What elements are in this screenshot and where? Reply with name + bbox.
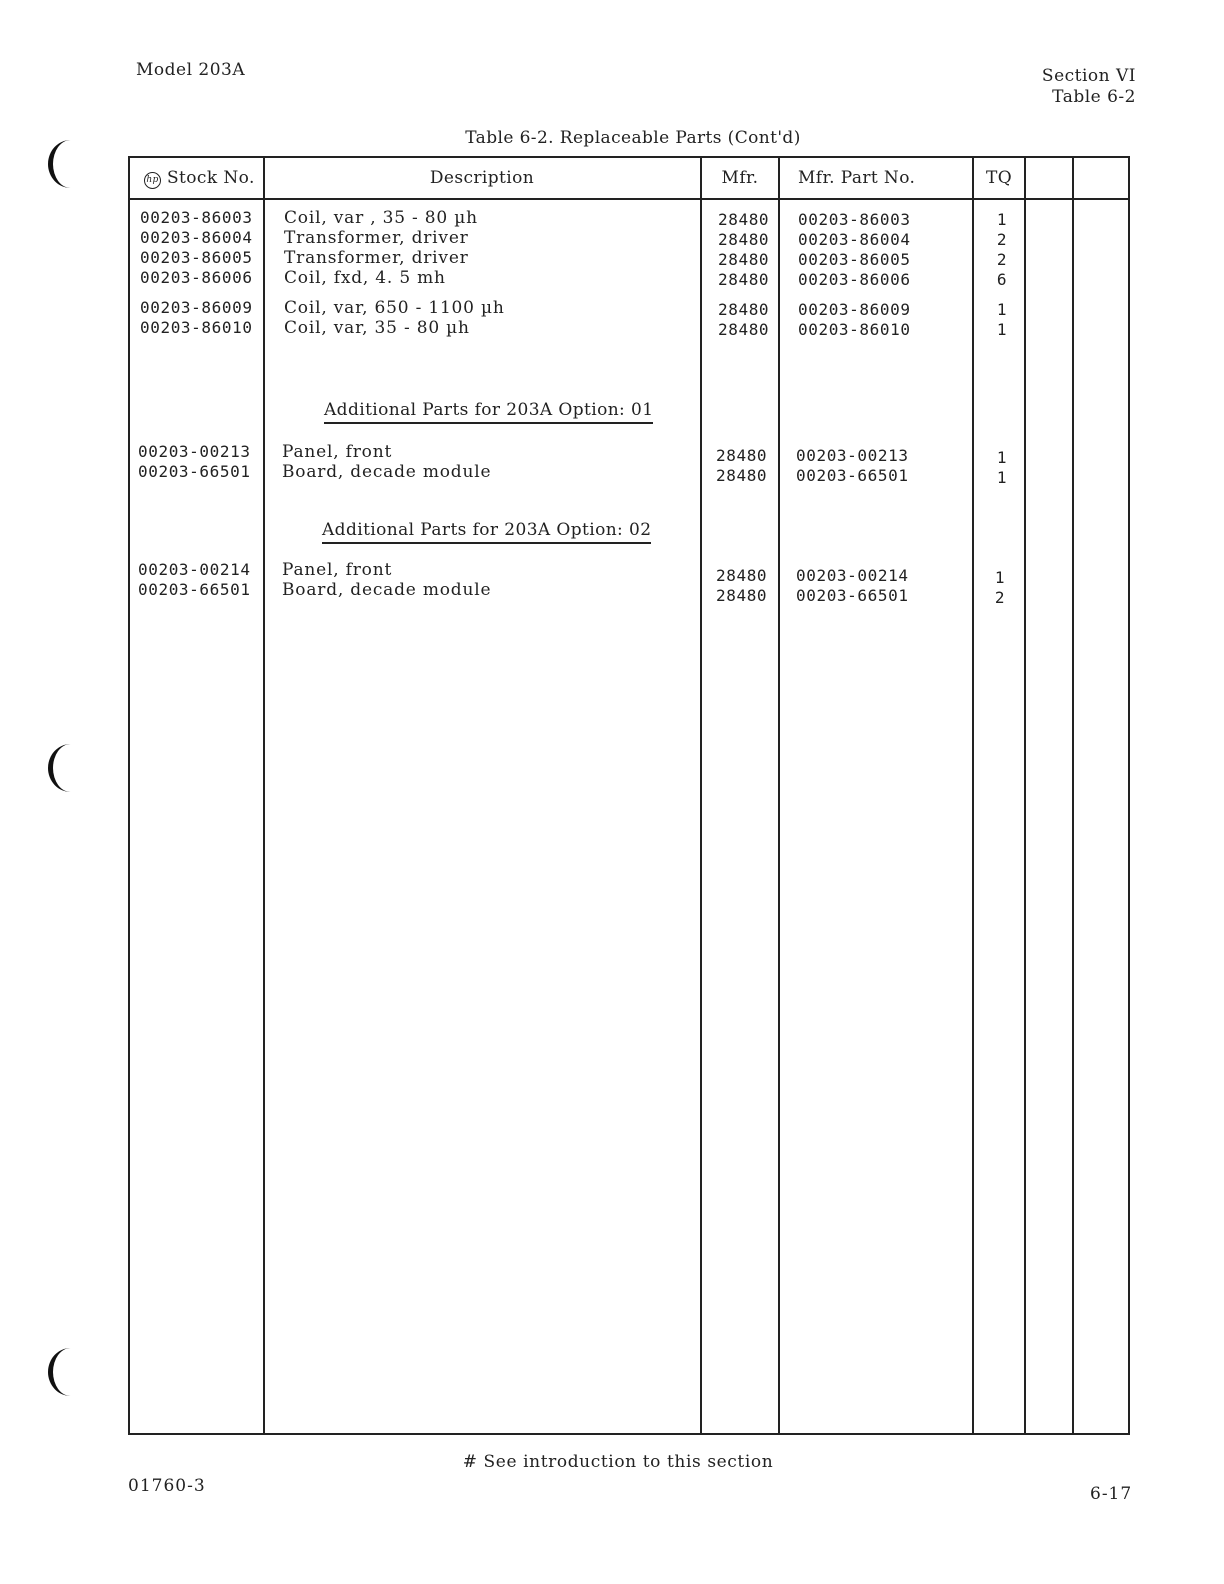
description: Board, decade module bbox=[282, 462, 492, 482]
tq-value: 1 bbox=[994, 568, 1006, 587]
tq-value: 1 bbox=[996, 300, 1008, 319]
mfr-code: 28480 bbox=[718, 300, 770, 319]
option-02-subheading: Additional Parts for 203A Option: 02 bbox=[322, 520, 651, 544]
stock-number: 00203-86005 bbox=[140, 248, 253, 267]
mfr-code: 28480 bbox=[718, 250, 770, 269]
stock-number: 00203-86006 bbox=[140, 268, 253, 287]
tq-value: 2 bbox=[994, 588, 1006, 607]
mfr-cell bbox=[718, 210, 769, 290]
binder-hole-icon bbox=[48, 140, 93, 188]
table-title: Table 6-2. Replaceable Parts (Cont'd) bbox=[465, 128, 801, 148]
model-label: Model 203A bbox=[136, 60, 246, 80]
mfr-part-number: 00203-00214 bbox=[796, 566, 909, 585]
mfr-code: 28480 bbox=[716, 446, 768, 465]
tq-cell bbox=[992, 300, 1012, 340]
mfr-part-number: 00203-86004 bbox=[798, 230, 911, 249]
description: Coil, fxd, 4. 5 mh bbox=[284, 268, 446, 288]
option-01-subheading: Additional Parts for 203A Option: 01 bbox=[324, 400, 653, 424]
stock-number-cell bbox=[140, 208, 253, 288]
mfr-part-number: 00203-86009 bbox=[798, 300, 911, 319]
column-divider bbox=[263, 158, 265, 1433]
column-divider bbox=[1024, 158, 1026, 1433]
binder-hole-icon bbox=[48, 1348, 93, 1396]
table-reference: Table 6-2 bbox=[1052, 87, 1136, 107]
description: Coil, var, 35 - 80 µh bbox=[284, 318, 470, 338]
document-code: 01760-3 bbox=[128, 1476, 206, 1496]
stock-number: 00203-00214 bbox=[138, 560, 251, 579]
mfr-part-number: 00203-66501 bbox=[796, 466, 909, 485]
mfr-part-cell bbox=[798, 210, 911, 290]
mfr-part-number: 00203-86005 bbox=[798, 250, 911, 269]
stock-number: 00203-00213 bbox=[138, 442, 251, 461]
description: Coil, var , 35 - 80 µh bbox=[284, 208, 478, 228]
mfr-code: 28480 bbox=[718, 270, 770, 289]
column-header-tq: TQ bbox=[985, 168, 1013, 188]
mfr-part-number: 00203-86006 bbox=[798, 270, 911, 289]
description: Coil, var, 650 - 1100 µh bbox=[284, 298, 505, 318]
description: Transformer, driver bbox=[284, 248, 469, 268]
header-divider bbox=[130, 198, 1128, 200]
tq-value: 2 bbox=[996, 230, 1008, 249]
description-cell bbox=[282, 560, 491, 600]
column-header-mfr-part-no: Mfr. Part No. bbox=[798, 168, 916, 188]
column-divider bbox=[778, 158, 780, 1433]
mfr-part-number: 00203-66501 bbox=[796, 586, 909, 605]
page-number: 6-17 bbox=[1090, 1484, 1133, 1504]
description-cell bbox=[284, 208, 478, 288]
mfr-code: 28480 bbox=[718, 230, 770, 249]
stock-number: 00203-86009 bbox=[140, 298, 253, 317]
column-header-description: Description bbox=[429, 168, 535, 188]
description: Panel, front bbox=[282, 442, 393, 462]
footnote: # See introduction to this section bbox=[462, 1452, 774, 1472]
mfr-part-number: 00203-86010 bbox=[798, 320, 911, 339]
binder-hole-icon bbox=[48, 744, 93, 792]
mfr-cell bbox=[716, 566, 767, 606]
column-divider bbox=[972, 158, 974, 1433]
mfr-part-number: 00203-00213 bbox=[796, 446, 909, 465]
description: Transformer, driver bbox=[284, 228, 469, 248]
stock-number: 00203-86004 bbox=[140, 228, 253, 247]
mfr-cell bbox=[716, 446, 767, 486]
section-name: Section VI bbox=[1041, 66, 1136, 86]
tq-value: 1 bbox=[996, 320, 1008, 339]
description-cell bbox=[284, 298, 505, 338]
tq-value: 1 bbox=[996, 210, 1008, 229]
tq-cell bbox=[990, 568, 1010, 608]
stock-number-cell bbox=[138, 560, 251, 600]
mfr-code: 28480 bbox=[716, 586, 768, 605]
description: Board, decade module bbox=[282, 580, 492, 600]
mfr-code: 28480 bbox=[716, 466, 768, 485]
section-label bbox=[1042, 66, 1136, 108]
hp-logo-icon: hp bbox=[144, 172, 161, 189]
mfr-part-cell bbox=[796, 566, 909, 606]
description: Panel, front bbox=[282, 560, 393, 580]
tq-cell bbox=[992, 210, 1012, 290]
stock-number-cell bbox=[138, 442, 251, 482]
mfr-cell bbox=[718, 300, 769, 340]
tq-value: 2 bbox=[996, 250, 1008, 269]
tq-value: 6 bbox=[996, 270, 1008, 289]
parts-table bbox=[128, 156, 1130, 1435]
description-cell bbox=[282, 442, 491, 482]
mfr-part-number: 00203-86003 bbox=[798, 210, 911, 229]
column-divider bbox=[1072, 158, 1074, 1433]
mfr-part-cell bbox=[798, 300, 911, 340]
column-header-mfr: Mfr. bbox=[721, 168, 759, 188]
tq-value: 1 bbox=[996, 448, 1008, 467]
column-divider bbox=[700, 158, 702, 1433]
column-header-stock-no: hp Stock No. bbox=[144, 168, 255, 189]
mfr-code: 28480 bbox=[718, 210, 770, 229]
mfr-code: 28480 bbox=[716, 566, 768, 585]
stock-number: 00203-66501 bbox=[138, 580, 251, 599]
mfr-code: 28480 bbox=[718, 320, 770, 339]
mfr-part-cell bbox=[796, 446, 909, 486]
stock-number: 00203-86010 bbox=[140, 318, 253, 337]
stock-number: 00203-86003 bbox=[140, 208, 253, 227]
stock-number-cell bbox=[140, 298, 253, 338]
tq-value: 1 bbox=[996, 468, 1008, 487]
stock-number: 00203-66501 bbox=[138, 462, 251, 481]
tq-cell bbox=[992, 448, 1012, 488]
